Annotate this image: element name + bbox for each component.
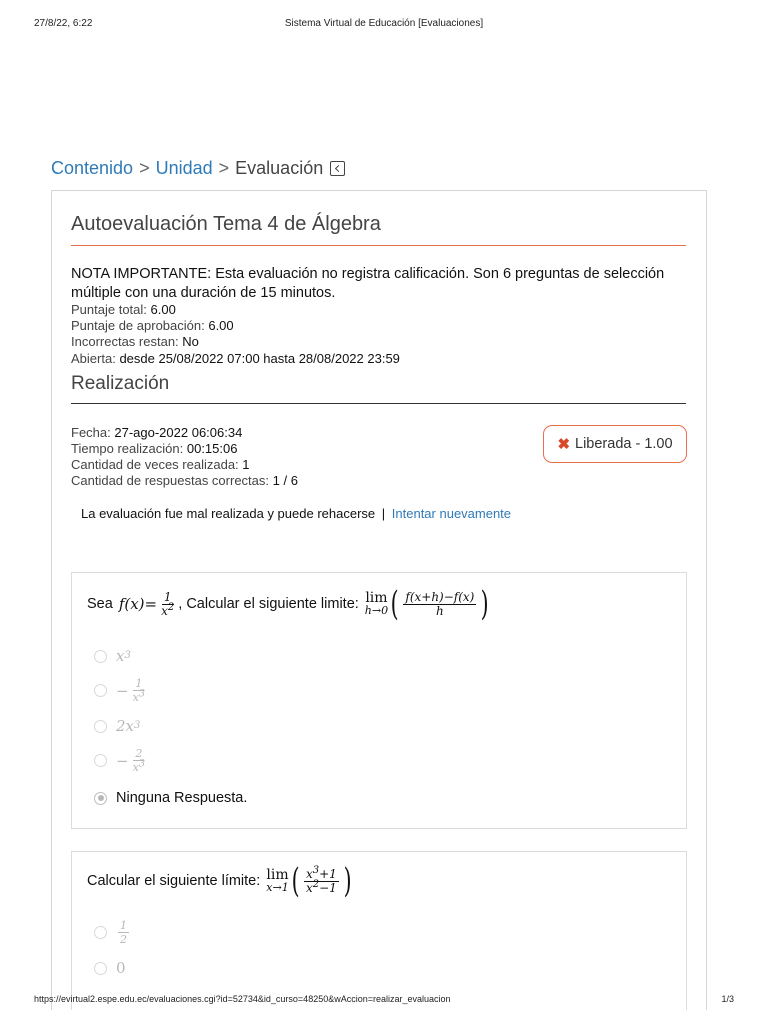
question-card-2 <box>71 851 687 1010</box>
info-value: 27-ago-2022 06:06:34 <box>114 425 243 440</box>
collapse-back-icon[interactable] <box>330 161 345 176</box>
option-2[interactable] <box>94 677 149 704</box>
option-formula: 0 <box>116 959 126 977</box>
attempt-fecha <box>71 425 242 440</box>
formula-limit: lim x→1 <box>266 867 289 894</box>
info-abierta <box>71 351 400 366</box>
radio-button[interactable] <box>94 926 107 939</box>
info-value: 1 / 6 <box>272 473 298 488</box>
breadcrumb-unidad[interactable]: Unidad <box>155 158 213 178</box>
info-value: 6.00 <box>150 302 176 317</box>
formula-limit: lim h→0 <box>364 590 389 617</box>
important-note: NOTA IMPORTANTE: Esta evaluación no registra calificación. Son 6 preguntas de selección múltiple con una duración de 15 minutos. <box>71 266 665 301</box>
radio-button[interactable] <box>94 650 107 663</box>
info-label: Incorrectas restan: <box>71 334 179 349</box>
info-label: Abierta: <box>71 351 116 366</box>
attempt-veces <box>71 457 250 472</box>
breadcrumb <box>51 158 345 179</box>
info-value: No <box>182 334 199 349</box>
breadcrumb-separator: > <box>139 158 150 178</box>
info-label: Cantidad de respuestas correctas: <box>71 473 269 488</box>
radio-button[interactable] <box>94 962 107 975</box>
radio-button[interactable] <box>94 754 107 767</box>
question-prefix: Calcular el siguiente límite: <box>87 873 261 889</box>
option-formula: − $\frac{1}{x^3}$ <box>116 677 146 704</box>
info-label: Cantidad de veces realizada: <box>71 457 239 472</box>
attempt-tiempo <box>71 441 237 456</box>
result-text: La evaluación fue mal realizada y puede rehacerse <box>81 506 376 521</box>
radio-button[interactable] <box>94 720 107 733</box>
evaluation-card <box>51 190 707 1010</box>
formula-fx: f(x)= <box>118 595 158 613</box>
info-value: 1 <box>242 457 250 472</box>
result-separator: | <box>381 506 386 521</box>
section-title-realizacion: Realización <box>71 373 686 404</box>
breadcrumb-evaluacion: Evaluación <box>235 158 324 178</box>
option-4[interactable] <box>94 747 149 774</box>
option-formula: 2x 3 <box>116 717 141 735</box>
info-value: 6.00 <box>208 318 234 333</box>
info-incorrectas-restan <box>71 334 199 349</box>
option-formula: − $\frac{2}{x^3}$ <box>116 747 146 774</box>
option-label: Ninguna Respuesta. <box>116 790 248 806</box>
option-1[interactable] <box>94 647 131 665</box>
print-document-title: Sistema Virtual de Educación [Evaluaciones] <box>284 18 484 29</box>
radio-button[interactable] <box>94 684 107 697</box>
option-formula: x 3 <box>116 647 131 665</box>
formula-difference-quotient: $\frac{f(x+h)-f(x)}{h}$ <box>405 589 475 618</box>
question-prefix: Sea <box>87 596 113 612</box>
attempt-correctas <box>71 473 298 488</box>
close-x-icon: ✖ <box>557 436 571 453</box>
info-value: desde 25/08/2022 07:00 hasta 28/08/2022 23:59 <box>119 351 400 366</box>
print-url: https://evirtual2.espe.edu.ec/evaluaciones.cgi?id=52734&id_curso=48250&wAccion=realizar_evaluacion <box>34 994 451 1004</box>
option-ninguna[interactable] <box>94 790 247 806</box>
info-puntaje-total <box>71 302 176 317</box>
status-badge-label: Liberada - 1.00 <box>575 436 673 452</box>
info-puntaje-aprobacion <box>71 318 234 333</box>
question-card-1 <box>71 572 687 829</box>
info-label: Fecha: <box>71 425 111 440</box>
breadcrumb-contenido[interactable]: Contenido <box>51 158 134 178</box>
option-3[interactable] <box>94 717 140 735</box>
formula-fraction: $\frac{1}{x^2}$ <box>161 589 175 618</box>
option-2[interactable] <box>94 959 126 977</box>
print-date: 27/8/22, 6:22 <box>34 18 93 29</box>
retry-link[interactable]: Intentar nuevamente <box>391 506 512 521</box>
question-middle: , Calcular el siguiente limite: <box>178 596 359 612</box>
status-badge <box>543 425 687 463</box>
info-value: 00:15:06 <box>186 441 238 456</box>
formula-fraction: $\frac{x^3+1}{x^2-1}$ <box>305 864 337 895</box>
info-label: Puntaje de aprobación: <box>71 318 205 333</box>
question-text: Calcular el siguiente límite: lim x→1 ( $\frac{x^3+1}{x^2-1}$ ) <box>87 861 352 901</box>
breadcrumb-separator: > <box>218 158 230 178</box>
radio-button-selected[interactable] <box>94 792 107 805</box>
option-1[interactable] <box>94 919 131 946</box>
result-message <box>81 506 511 521</box>
question-text: Sea f(x)= $\frac{1}{x^2}$ , Calcular el siguiente limite: lim h→0 ( $\frac{f(x+h)-f(x)}{h}$ ) <box>87 584 489 624</box>
print-page-number: 1/3 <box>721 994 734 1004</box>
info-label: Tiempo realización: <box>71 441 184 456</box>
option-formula: $\frac{1}{2}$ <box>120 919 127 946</box>
info-label: Puntaje total: <box>71 302 147 317</box>
evaluation-title: Autoevaluación Tema 4 de Álgebra <box>71 213 686 246</box>
